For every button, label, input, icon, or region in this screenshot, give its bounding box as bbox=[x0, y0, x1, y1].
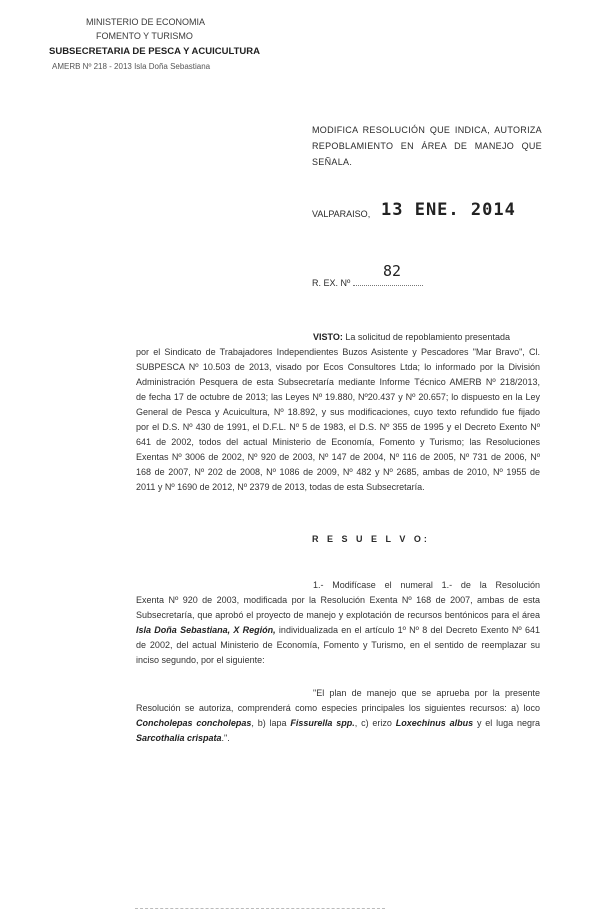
species-name: Loxechinus albus bbox=[395, 718, 474, 728]
article-line: 1.- Modifícase el numeral 1.- de la Resolución bbox=[313, 580, 540, 590]
visto-line: Administración Pesquera de esta Subsecretaría mediante Informe Técnico AMERB Nº 218/2013, bbox=[136, 377, 540, 387]
visto-line: 2011 y Nº 1690 de 2012, Nº 2379 de 2013, todas de esta Subsecretaría. bbox=[136, 482, 425, 492]
visto-section bbox=[136, 330, 540, 495]
article-line: Exenta Nº 920 de 2003, modificada por la Resolución Exenta Nº 168 de 2007, ambas de esta bbox=[136, 595, 540, 605]
visto-first-line bbox=[136, 330, 540, 345]
quote-end: .". bbox=[221, 733, 230, 743]
species-name: Concholepas concholepas bbox=[136, 718, 252, 728]
resolution-label-text: R. EX. Nº bbox=[312, 278, 351, 288]
visto-line: La solicitud de repoblamiento presentada bbox=[342, 332, 510, 342]
article-line: de 2002, del actual Ministerio de Economía, Fomento y Turismo, en el sentido de reemplazar su bbox=[136, 640, 540, 650]
quote-line bbox=[136, 716, 540, 731]
article-1 bbox=[136, 578, 540, 668]
ministry-name: MINISTERIO DE ECONOMIA bbox=[86, 17, 206, 27]
place-label: VALPARAISO, bbox=[312, 209, 371, 219]
summary-line: REPOBLAMIENTO EN ÁREA DE MANEJO QUE bbox=[312, 141, 542, 151]
article-line: Subsecretaría, que aprobó el proyecto de manejo y explotación de recursos bentónicos para el área bbox=[136, 610, 540, 620]
quote-separator: , c) erizo bbox=[354, 718, 396, 728]
visto-line: SUBPESCA Nº 10.503 de 2013, visado por Ecos Consultores Ltda; lo informado por la División bbox=[136, 362, 540, 372]
resolution-number: 82 bbox=[383, 262, 402, 280]
visto-line: por el D.S. Nº 430 de 1991, el D.F.L. Nº 5 de 1983, el D.S. Nº 355 de 1995 y el Decreto Exento Nº bbox=[136, 422, 540, 432]
quote-line: Resolución se autoriza, comprenderá como especies principales los siguientes recursos: a) loco bbox=[136, 703, 540, 713]
article-line: inciso segundo, por el siguiente: bbox=[136, 655, 265, 665]
summary-line: SEÑALA. bbox=[312, 157, 353, 167]
visto-line: General de Pesca y Acuicultura, Nº 18.892, y sus modificaciones, cuyo texto refundido fue fijado bbox=[136, 407, 540, 417]
page-footer-line bbox=[135, 908, 385, 912]
area-name: Isla Doña Sebastiana, X Región, bbox=[136, 625, 276, 635]
visto-label: VISTO: bbox=[313, 332, 343, 342]
subsecretaria-name: SUBSECRETARIA DE PESCA Y ACUICULTURA bbox=[49, 46, 260, 57]
visto-line: Exentas Nº 3006 de 2002, Nº 920 de 2003, Nº 147 de 2004, Nº 116 de 2005, Nº 731 de 2006, Nº bbox=[136, 452, 540, 462]
article-line-rest: individualizada en el artículo 1º Nº 8 del Decreto Exento Nº 641 bbox=[275, 625, 540, 635]
resolution-label bbox=[312, 277, 423, 288]
quote-line: "El plan de manejo que se aprueba por la presente bbox=[313, 688, 540, 698]
resolution-summary bbox=[312, 122, 542, 170]
quote-separator: , b) lapa bbox=[251, 718, 291, 728]
resuelvo-heading: R E S U E L V O: bbox=[312, 534, 430, 544]
quote-line bbox=[136, 731, 540, 746]
visto-line: de fecha 17 de octubre de 2013; las Leyes Nº 19.880, Nº20.437 y Nº 20.657; lo dispuesto en la Ley bbox=[136, 392, 540, 402]
species-name: Fissurella spp. bbox=[290, 718, 355, 728]
amerb-reference: AMERB Nº 218 - 2013 Isla Doña Sebastiana bbox=[52, 62, 211, 71]
ministry-subtitle: FOMENTO Y TURISMO bbox=[96, 31, 193, 41]
species-name: Sarcothalia crispata bbox=[136, 733, 222, 743]
quoted-paragraph bbox=[136, 686, 540, 746]
visto-line: 641 de 2002, todos del actual Ministerio de Economía, Fomento y Turismo; las Resoluciones bbox=[136, 437, 540, 447]
quote-separator: y el luga negra bbox=[473, 718, 540, 728]
date-stamp: 13 ENE. 2014 bbox=[381, 200, 516, 220]
summary-line: MODIFICA RESOLUCIÓN QUE INDICA, AUTORIZA bbox=[312, 125, 542, 135]
visto-line: 168 de 2007, Nº 202 de 2008, Nº 1086 de 2009, Nº 482 y Nº 2685, ambas de 2010, Nº 1955 de bbox=[136, 467, 540, 477]
visto-line: por el Sindicato de Trabajadores Independientes Buzos Asistente y Pescadores "Mar Bravo", Cl. bbox=[136, 347, 540, 357]
article-line bbox=[136, 623, 540, 638]
